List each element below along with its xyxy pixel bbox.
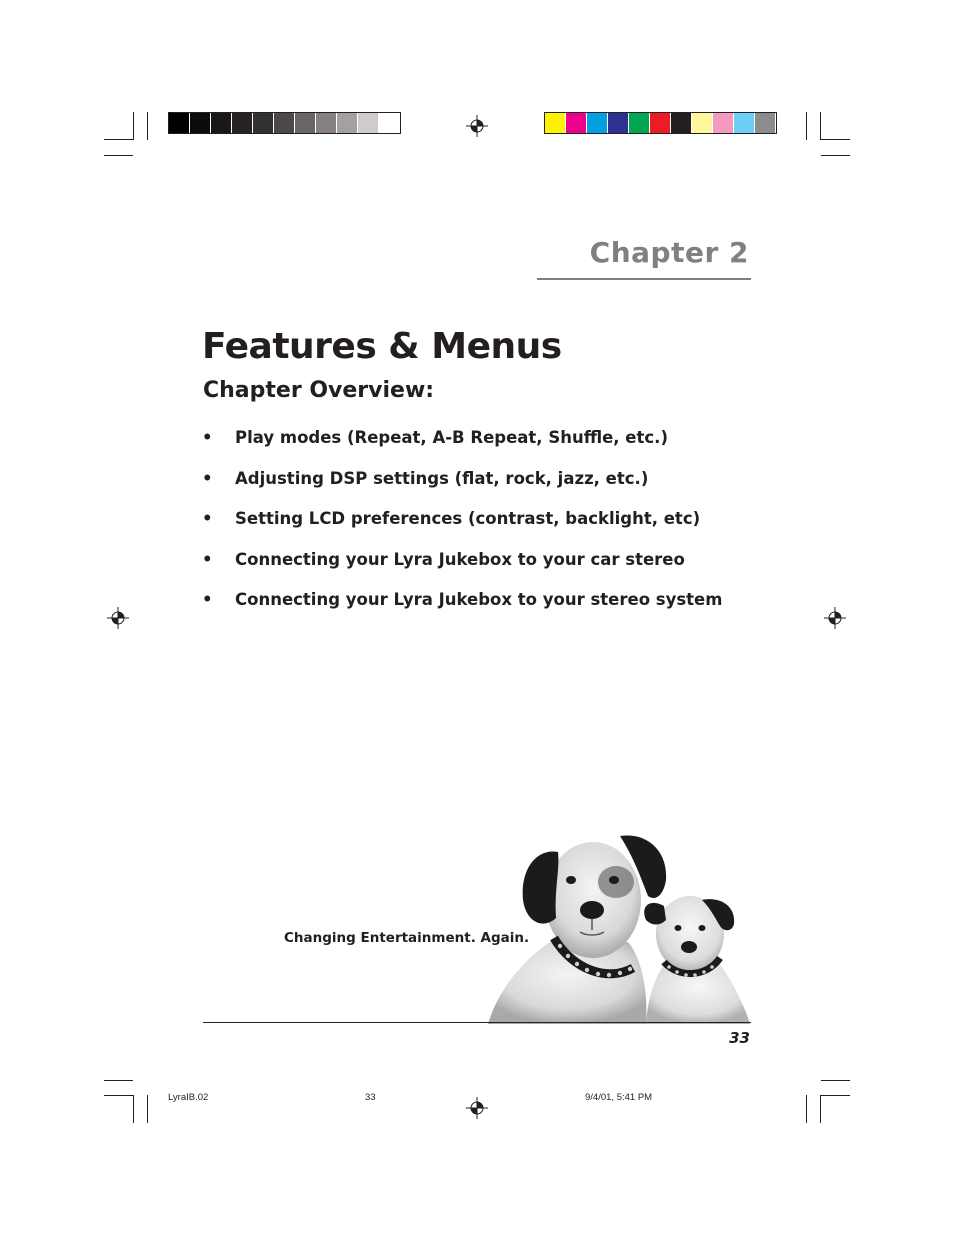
bullet-icon: • (202, 590, 213, 609)
color-swatch (379, 113, 400, 133)
slug-file: LyraIB.02 (168, 1092, 209, 1103)
crop-mark (806, 112, 807, 140)
color-swatch (358, 113, 379, 133)
list-item: • Connecting your Lyra Jukebox to your stereo system (202, 588, 722, 629)
registration-mark-icon (824, 607, 846, 629)
bullet-icon: • (202, 549, 213, 569)
color-swatch (713, 113, 734, 133)
grayscale-color-bar (168, 112, 401, 134)
crop-mark (821, 139, 850, 140)
crop-mark (133, 1095, 134, 1123)
color-swatch (337, 113, 358, 133)
color-swatch (755, 113, 776, 133)
page-title: Features & Menus (202, 326, 562, 367)
bullet-icon: • (202, 468, 213, 488)
slug-timestamp: 9/4/01, 5:41 PM (585, 1092, 653, 1103)
crop-mark (820, 112, 821, 140)
color-swatch (608, 113, 629, 133)
registration-mark-icon (466, 115, 488, 137)
chapter-label: Chapter 2 (589, 236, 749, 269)
color-swatch (274, 113, 295, 133)
page-number: 33 (729, 1029, 750, 1047)
footer-rule (203, 1022, 751, 1023)
crop-mark (147, 112, 148, 140)
color-swatch (190, 113, 211, 133)
slug-page: 33 (365, 1092, 376, 1103)
crop-mark (104, 1080, 133, 1081)
process-color-bar (544, 112, 777, 134)
crop-mark (147, 1095, 148, 1123)
registration-mark-icon (466, 1097, 488, 1119)
color-swatch (295, 113, 316, 133)
crop-mark (821, 155, 850, 156)
crop-mark (133, 112, 134, 140)
overview-list (202, 426, 722, 629)
crop-mark (806, 1095, 807, 1123)
tagline: Changing Entertainment. Again. (284, 930, 530, 946)
list-item: • Adjusting DSP settings (flat, rock, jazz, etc.) (202, 467, 722, 508)
crop-mark (104, 139, 133, 140)
crop-mark (820, 1095, 821, 1123)
color-swatch (232, 113, 253, 133)
crop-mark (104, 1095, 133, 1096)
overview-heading: Chapter Overview: (203, 378, 435, 403)
registration-mark-icon (107, 607, 129, 629)
color-swatch (253, 113, 274, 133)
crop-mark (821, 1080, 850, 1081)
color-swatch (169, 113, 190, 133)
color-swatch (692, 113, 713, 133)
color-swatch (587, 113, 608, 133)
dogs-illustration (488, 830, 750, 1024)
chapter-rule (537, 278, 751, 280)
crop-mark (821, 1095, 850, 1096)
color-swatch (671, 113, 692, 133)
color-swatch (650, 113, 671, 133)
list-item: • Play modes (Repeat, A-B Repeat, Shuffle, etc.) (202, 426, 722, 467)
list-item: • Setting LCD preferences (contrast, backlight, etc) (202, 507, 722, 548)
color-swatch (629, 113, 650, 133)
crop-mark (104, 155, 133, 156)
color-swatch (734, 113, 755, 133)
color-swatch (211, 113, 232, 133)
color-swatch (316, 113, 337, 133)
bullet-icon: • (202, 509, 213, 528)
color-swatch (566, 113, 587, 133)
bullet-icon: • (202, 428, 213, 447)
list-item: • Connecting your Lyra Jukebox to your car stereo (202, 548, 722, 589)
color-swatch (545, 113, 566, 133)
